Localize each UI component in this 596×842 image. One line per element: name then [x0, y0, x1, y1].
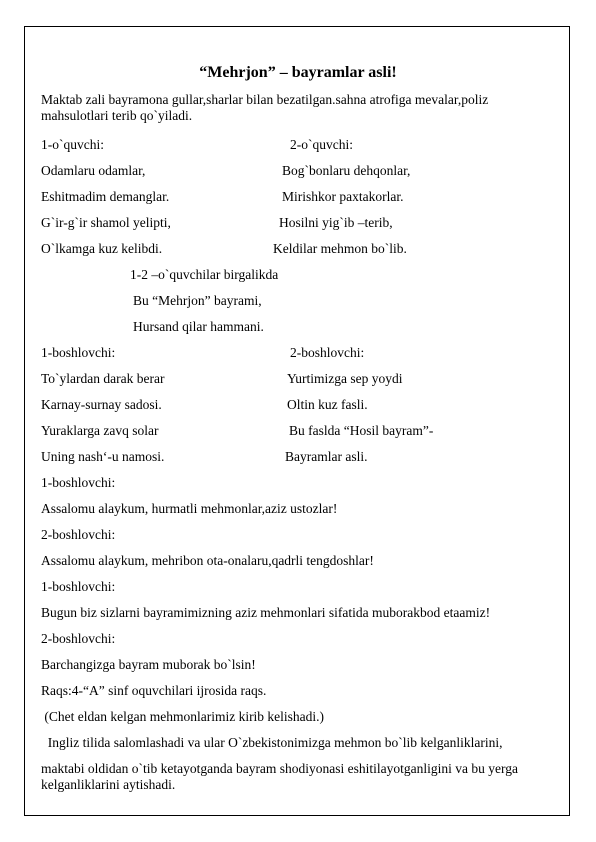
- dialogue-line: Barchangizga bayram muborak bo`lsin!: [41, 657, 256, 672]
- speaker-label: 1-2 –o`quvchilar birgalikda: [130, 267, 279, 282]
- intro-line: mahsulotlari terib qo`yiladi.: [41, 108, 193, 123]
- speaker-label: 1-o`quvchi:: [41, 137, 104, 152]
- narrative-line: Ingliz tilida salomlashadi va ular O`zbekistonimizga mehmon bo`lib kelganliklarini,: [41, 735, 503, 750]
- verse-line: Keldilar mehmon bo`lib.: [273, 241, 407, 256]
- intro-line: Maktab zali bayramona gullar,sharlar bilan bezatilgan.sahna atrofiga mevalar,poliz: [41, 92, 489, 107]
- verse-line: Bog`bonlaru dehqonlar,: [282, 163, 411, 178]
- verse-line: Mirishkor paxtakorlar.: [282, 189, 404, 204]
- verse-line: Eshitmadim demanglar.: [41, 189, 170, 204]
- verse-line: Oltin kuz fasli.: [287, 397, 368, 412]
- speaker-label: 2-boshlovchi:: [41, 631, 116, 646]
- stage-direction: (Chet eldan kelgan mehmonlarimiz kirib kelishadi.): [41, 709, 325, 724]
- dialogue-line: Assalomu alaykum, hurmatli mehmonlar,aziz ustozlar!: [41, 501, 338, 516]
- verse-line: Yurtimizga sep yoydi: [287, 371, 403, 386]
- verse-line: O`lkamga kuz kelibdi.: [41, 241, 163, 256]
- verse-line: Hursand qilar hammani.: [133, 319, 264, 334]
- verse-line: Bayramlar asli.: [285, 449, 368, 464]
- verse-line: G`ir-g`ir shamol yelipti,: [41, 215, 171, 230]
- verse-line: Karnay-surnay sadosi.: [41, 397, 162, 412]
- dialogue-line: Bugun biz sizlarni bayramimizning aziz mehmonlari sifatida muborakbod etaamiz!: [41, 605, 491, 620]
- speaker-label: 1-boshlovchi:: [41, 579, 116, 594]
- verse-line: Hosilni yig`ib –terib,: [279, 215, 393, 230]
- speaker-label: 2-boshlovchi:: [290, 345, 365, 360]
- speaker-label: 1-boshlovchi:: [41, 345, 116, 360]
- narrative-line: maktabi oldidan o`tib ketayotganda bayram shodiyonasi eshitilayotganligini va bu yerga: [41, 761, 519, 776]
- stage-note: Raqs:4-“A” sinf oquvchilari ijrosida raqs.: [41, 683, 267, 698]
- verse-line: Uning nash‘-u namosi.: [41, 449, 165, 464]
- verse-line: Odamlaru odamlar,: [41, 163, 146, 178]
- speaker-label: 1-boshlovchi:: [41, 475, 116, 490]
- verse-line: Bu faslda “Hosil bayram”-: [289, 423, 434, 438]
- verse-line: To`ylardan darak berar: [41, 371, 165, 386]
- verse-line: Yuraklarga zavq solar: [41, 423, 159, 438]
- speaker-label: 2-o`quvchi:: [290, 137, 353, 152]
- verse-line: Bu “Mehrjon” bayrami,: [133, 293, 262, 308]
- speaker-label: 2-boshlovchi:: [41, 527, 116, 542]
- narrative-line: kelganliklarini aytishadi.: [41, 777, 176, 792]
- dialogue-line: Assalomu alaykum, mehribon ota-onalaru,qadrli tengdoshlar!: [41, 553, 374, 568]
- document-title: “Mehrjon” – bayramlar asli!: [199, 64, 397, 81]
